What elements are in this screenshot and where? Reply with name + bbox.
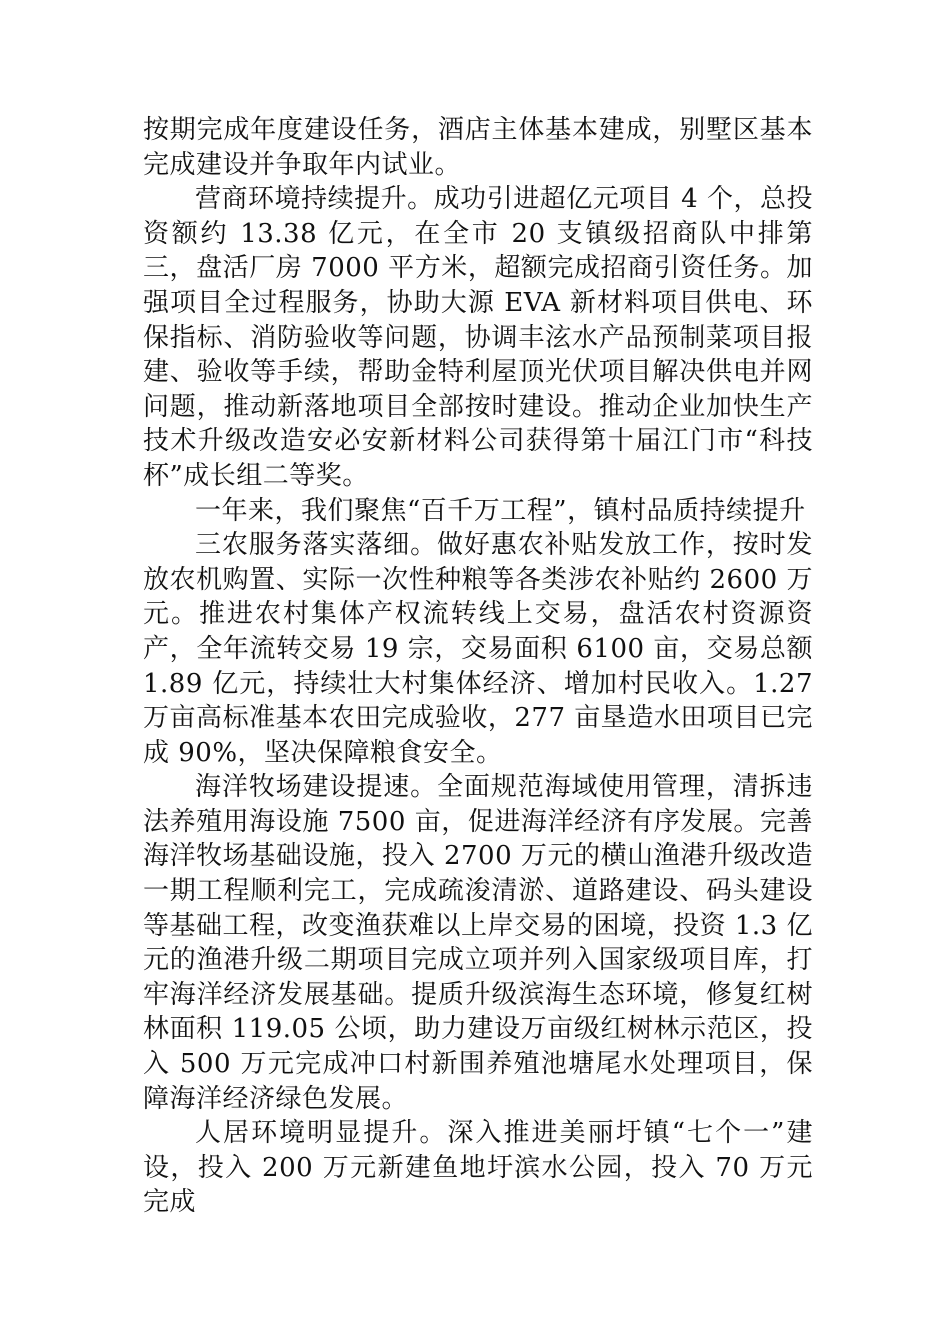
paragraph-living-environment: 人居环境明显提升。深入推进美丽圩镇“七个一”建设，投入 200 万元新建鱼地圩滨水公园，投入 70 万元完成 — [143, 1118, 813, 1218]
paragraph-section-heading: 一年来，我们聚焦“百千万工程”，镇村品质持续提升 — [195, 495, 806, 526]
document-body — [143, 113, 813, 1220]
paragraph-marine-ranching: 海洋牧场建设提速。全面规范海域使用管理，清拆违法养殖用海设施 7500 亩，促进海洋经济有序发展。完善海洋牧场基础设施，投入 2700 万元的横山渔港升级改造一期工程顺利完工，完成疏浚清淤、道路建设、码头建设等基础工程，改变渔获难以上岸交易的困境，投资 1.3 亿元的渔港升级二期项目完成立项并列入国家级项目库，打牢海洋经济发展基础。提质升级滨海生态环境，修复红树林面积 119.05 公顷，助力建设万亩级红树林示范区，投入 500 万元完成冲口村新围养殖池塘尾水处理项目，保障海洋经济绿色发展。 — [143, 772, 813, 1114]
paragraph-business-environment: 营商环境持续提升。成功引进超亿元项目 4 个，总投资额约 13.38 亿元，在全市 20 支镇级招商队中排第三，盘活厂房 7000 平方米，超额完成招商引资任务。加强项目全过程服务，协助大源 EVA 新材料项目供电、环保指标、消防验收等问题，协调丰泫水产品预制菜项目报建、验收等手续，帮助金特利屋顶光伏项目解决供电并网问题，推动新落地项目全部按时建设。推动企业加快生产技术升级改造安必安新材料公司获得第十届江门市“科技杯”成长组二等奖。 — [143, 184, 813, 491]
paragraph-continuation: 按期完成年度建设任务，酒店主体基本建成，别墅区基本完成建设并争取年内试业。 — [143, 115, 813, 180]
paragraph-agriculture-services: 三农服务落实落细。做好惠农补贴发放工作，按时发放农机购置、实际一次性种粮等各类涉农补贴约 2600 万元。推进农村集体产权流转线上交易，盘活农村资源资产，全年流转交易 19 宗，交易面积 6100 亩，交易总额 1.89 亿元，持续壮大村集体经济、增加村民收入。1.27 万亩高标准基本农田完成验收，277 亩垦造水田项目已完成 90%，坚决保障粮食安全。 — [143, 530, 813, 768]
